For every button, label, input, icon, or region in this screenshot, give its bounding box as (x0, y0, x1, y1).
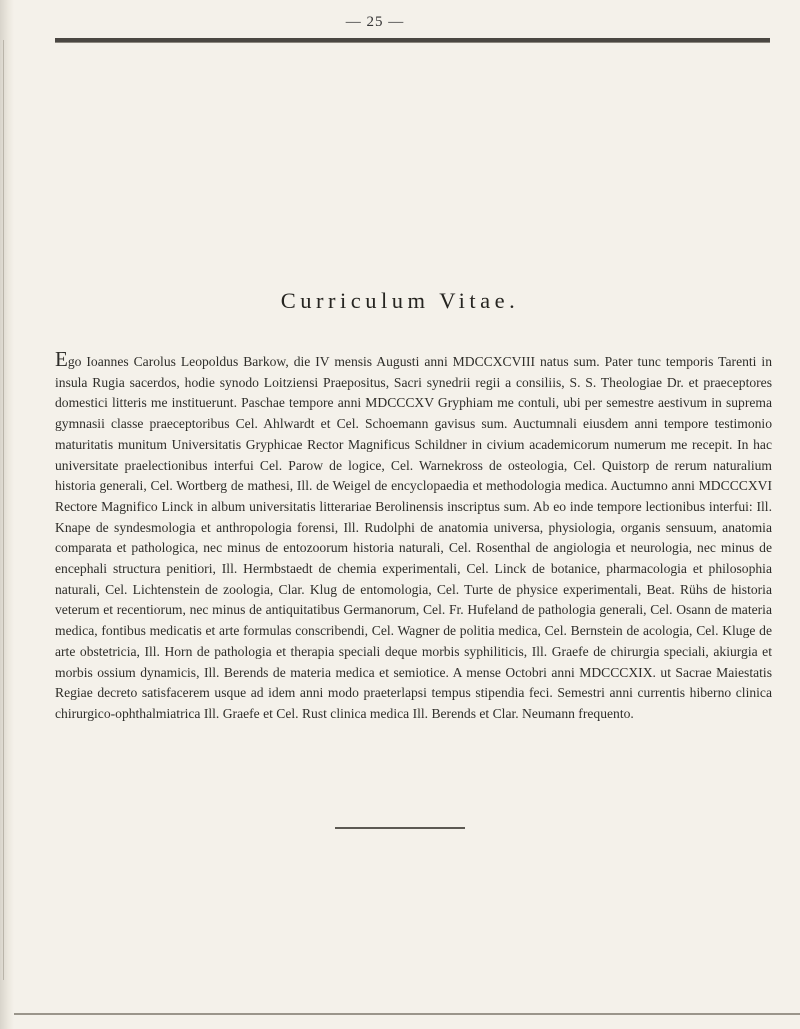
page-number: — 25 — (345, 14, 405, 30)
paragraph-text: go Ioannes Carolus Leopoldus Barkow, die IV mensis Augusti anni MDCCXCVIII natus sum. Pater tunc temporis Tarenti in insula Rugia sacerdos, hodie synodo Loitziensi Praepositus, Sacri synedrii regii a consiliis, S. S. Theologiae Dr. et praeceptores domestici litteris me instituerunt. Paschae tempore anni MDCCCXV Gryphiam me contuli, ubi per semestre aestivum in suprema gymnasii classe praeceptoribus Cel. Ahlwardt et Cel. Schoemann gavisus sum. Auctumnali eiusdem anni tempore testimonio maturitatis munitum Universitatis Gryphicae Rector Magnificus Schildner in civium academicorum numerum me recepit. In hac universitate praelectionibus interfui Cel. Parow de logice, Cel. Warnekross de osteologia, Cel. Quistorp de rerum naturalium historia generali, Cel. Wortberg de mathesi, Ill. de Weigel de encyclopaedia et methodologia medica. Auctumno anni MDCCCXVI Rectore Magnifico Linck in album universitatis litterariae Berolinensis inscriptus sum. Ab eo inde tempore lectionibus interfui: Ill. Knape de syndesmologia et anthropologia forensi, Ill. Rudolphi de anatomia universa, physiologia, organis sensuum, anatomia comparata et pathologica, nec minus de entozoorum historia naturali, Cel. Rosenthal de angiologia et neurologia, nec minus de encephali structura penitiori, Ill. Hermbstaedt de chemia experimentali, Cel. Linck de botanice, pharmacologia et philosophia naturali, Cel. Lichtenstein de zoologia, Clar. Klug de entomologia, Cel. Turte de physice experimentali, Beat. Rühs de historia veterum et recentiorum, nec minus de antiquitatibus Germanorum, Cel. Fr. Hufeland de pathologia generali, Cel. Osann de materia medica, fontibus medicatis et arte formulas conscribendi, Cel. Wagner de politia medica, Cel. Bernstein de acologia, Cel. Kluge de arte obstetricia, Ill. Horn de pathologia et therapia speciali deque morbis syphiliticis, Ill. Graefe de chirurgia speciali, akiurgia et morbis ossium dynamicis, Ill. Berends de materia medica et semiotice. A mense Octobri anni MDCCCXIX. ut Sacrae Maiestatis Regiae decreto satisfacerem usque ad idem anni modo praeterlapsi tempus stipendia feci. Semestri anni currentis hiberno clinica chirurgico-ophthalmiatrica Ill. Graefe et Cel. Rust clinica medica Ill. Berends et Clar. Neumann frequento. (55, 354, 772, 721)
closing-rule (335, 827, 465, 829)
body-paragraph (55, 347, 772, 725)
page-bottom-edge (14, 1013, 800, 1015)
page-left-edge (0, 0, 14, 1029)
header-rule (55, 38, 770, 43)
initial-letter: E (55, 347, 68, 371)
section-title: Curriculum Vitae. (280, 288, 520, 313)
